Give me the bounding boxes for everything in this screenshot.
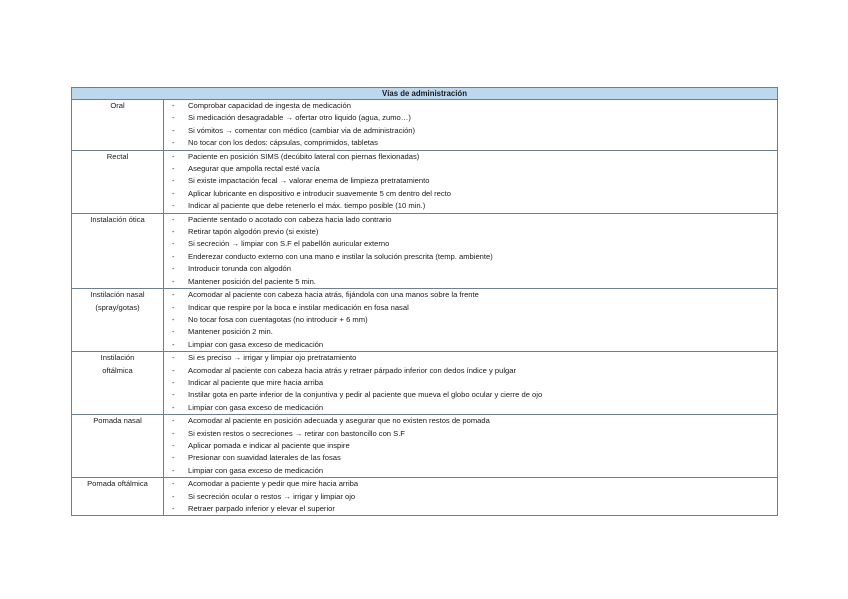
step-item: - Instilar gota en parte inferior de la conjuntiva y pedir al paciente que mueva el globo ocular y cierre de ojo	[164, 389, 777, 401]
step-item: - Acomodar al paciente en posición adecuada y asegurar que no existen restos de pomada	[164, 415, 777, 427]
step-item: - Comprobar capacidad de ingesta de medicación	[164, 100, 777, 112]
route-name-cell	[72, 478, 164, 516]
route-steps-cell	[164, 100, 778, 151]
step-item: - Si secreción ocular o restos → irrigar y limpiar ojo	[164, 491, 777, 503]
step-item: - Limpiar con gasa exceso de medicación	[164, 465, 777, 477]
route-name: (spray/gotas)	[95, 302, 140, 312]
step-item: - Si existe impactación fecal → valorar enema de limpieza pretratamiento	[164, 175, 777, 187]
route-steps-cell	[164, 150, 778, 213]
step-item: - Si secreción → limpiar con S.F el pabellón auricular externo	[164, 238, 777, 250]
step-item: - Si medicación desagradable → ofertar otro liquido (agua, zumo…)	[164, 112, 777, 124]
step-item: - Acomodar a paciente y pedir que mire hacia arriba	[164, 478, 777, 490]
steps-list	[164, 415, 777, 477]
route-name-cell	[72, 100, 164, 151]
route-name-cell	[72, 213, 164, 288]
step-item: - Si vómitos → comentar con médico (cambiar via de administración)	[164, 125, 777, 137]
step-item: - Asegurar que ampolla rectal esté vacía	[164, 163, 777, 175]
route-name: oftálmica	[102, 365, 133, 375]
step-item: - Si existen restos o secreciones → retirar con bastoncillo con S.F	[164, 428, 777, 440]
step-item: - Indicar al paciente que debe retenerlo el máx. tiempo posible (10 min.)	[164, 200, 777, 212]
step-item: - Aplicar pomada e indicar al paciente que inspire	[164, 440, 777, 452]
step-item: - Acomodar al paciente con cabeza hacia atrás, fijándola con una manos sobre la frente	[164, 289, 777, 301]
steps-list	[164, 151, 777, 213]
route-name: Instilación nasal	[90, 290, 145, 300]
step-item: - Paciente en posición SIMS (decúbito lateral con piernas flexionadas)	[164, 151, 777, 163]
route-name-cell	[72, 150, 164, 213]
route-steps-cell	[164, 415, 778, 478]
step-item: - No tocar con los dedos: cápsulas, comprimidos, tabletas	[164, 137, 777, 149]
route-steps-cell	[164, 289, 778, 352]
route-name: Pomada nasal	[93, 416, 142, 426]
steps-list	[164, 100, 777, 150]
route-name: Rectal	[106, 151, 129, 161]
steps-list	[164, 214, 777, 288]
steps-list	[164, 478, 777, 515]
route-steps-cell	[164, 352, 778, 415]
route-steps-cell	[164, 478, 778, 516]
route-name-cell	[72, 289, 164, 352]
table-row	[72, 478, 778, 516]
table-body	[72, 100, 778, 516]
table-header-row	[72, 88, 778, 100]
table-row	[72, 352, 778, 415]
step-item: - Acomodar al paciente con cabeza hacia atrás y retraer párpado inferior con dedos índice y pulgar	[164, 365, 777, 377]
table-row	[72, 150, 778, 213]
step-item: - Enderezar conducto externo con una mano e instilar la solución prescrita (temp. ambiente)	[164, 251, 777, 263]
step-item: - Retirar tapón algodón previo (si existe)	[164, 226, 777, 238]
step-item: - Limpiar con gasa exceso de medicación	[164, 402, 777, 414]
route-name-cell	[72, 352, 164, 415]
step-item: - Mantener posición 2 min.	[164, 326, 777, 338]
route-name-cell	[72, 415, 164, 478]
step-item: - Limpiar con gasa exceso de medicación	[164, 339, 777, 351]
step-item: - Presionar con suavidad laterales de las fosas	[164, 452, 777, 464]
table-row	[72, 415, 778, 478]
step-item: - Paciente sentado o acotado con cabeza hacia lado contrario	[164, 214, 777, 226]
route-steps-cell	[164, 213, 778, 288]
route-name: Instalación ótica	[90, 214, 145, 224]
steps-list	[164, 289, 777, 351]
steps-list	[164, 352, 777, 414]
step-item: - Si es preciso → irrigar y limpiar ojo pretratamiento	[164, 352, 777, 364]
step-item: - Indicar que respire por la boca e instilar medicación en fosa nasal	[164, 302, 777, 314]
step-item: - Retraer parpado inferior y elevar el superior	[164, 503, 777, 515]
step-item: - Mantener posición del paciente 5 min.	[164, 276, 777, 288]
route-name: Pomada oftálmica	[87, 479, 148, 489]
table-row	[72, 213, 778, 288]
route-name: Instilación	[100, 353, 135, 363]
route-name: Oral	[110, 101, 125, 110]
administration-routes-table	[71, 87, 778, 516]
step-item: - Aplicar lubricante en dispositivo e introducir suavemente 5 cm dentro del recto	[164, 188, 777, 200]
step-item: - Introducir torunda con algodón	[164, 263, 777, 275]
step-item: - No tocar fosa con cuentagotas (no introducir + 6 mm)	[164, 314, 777, 326]
table-row	[72, 289, 778, 352]
step-item: - Indicar al paciente que mire hacia arriba	[164, 377, 777, 389]
table-title: Vías de administración	[72, 88, 778, 100]
table-row	[72, 100, 778, 151]
